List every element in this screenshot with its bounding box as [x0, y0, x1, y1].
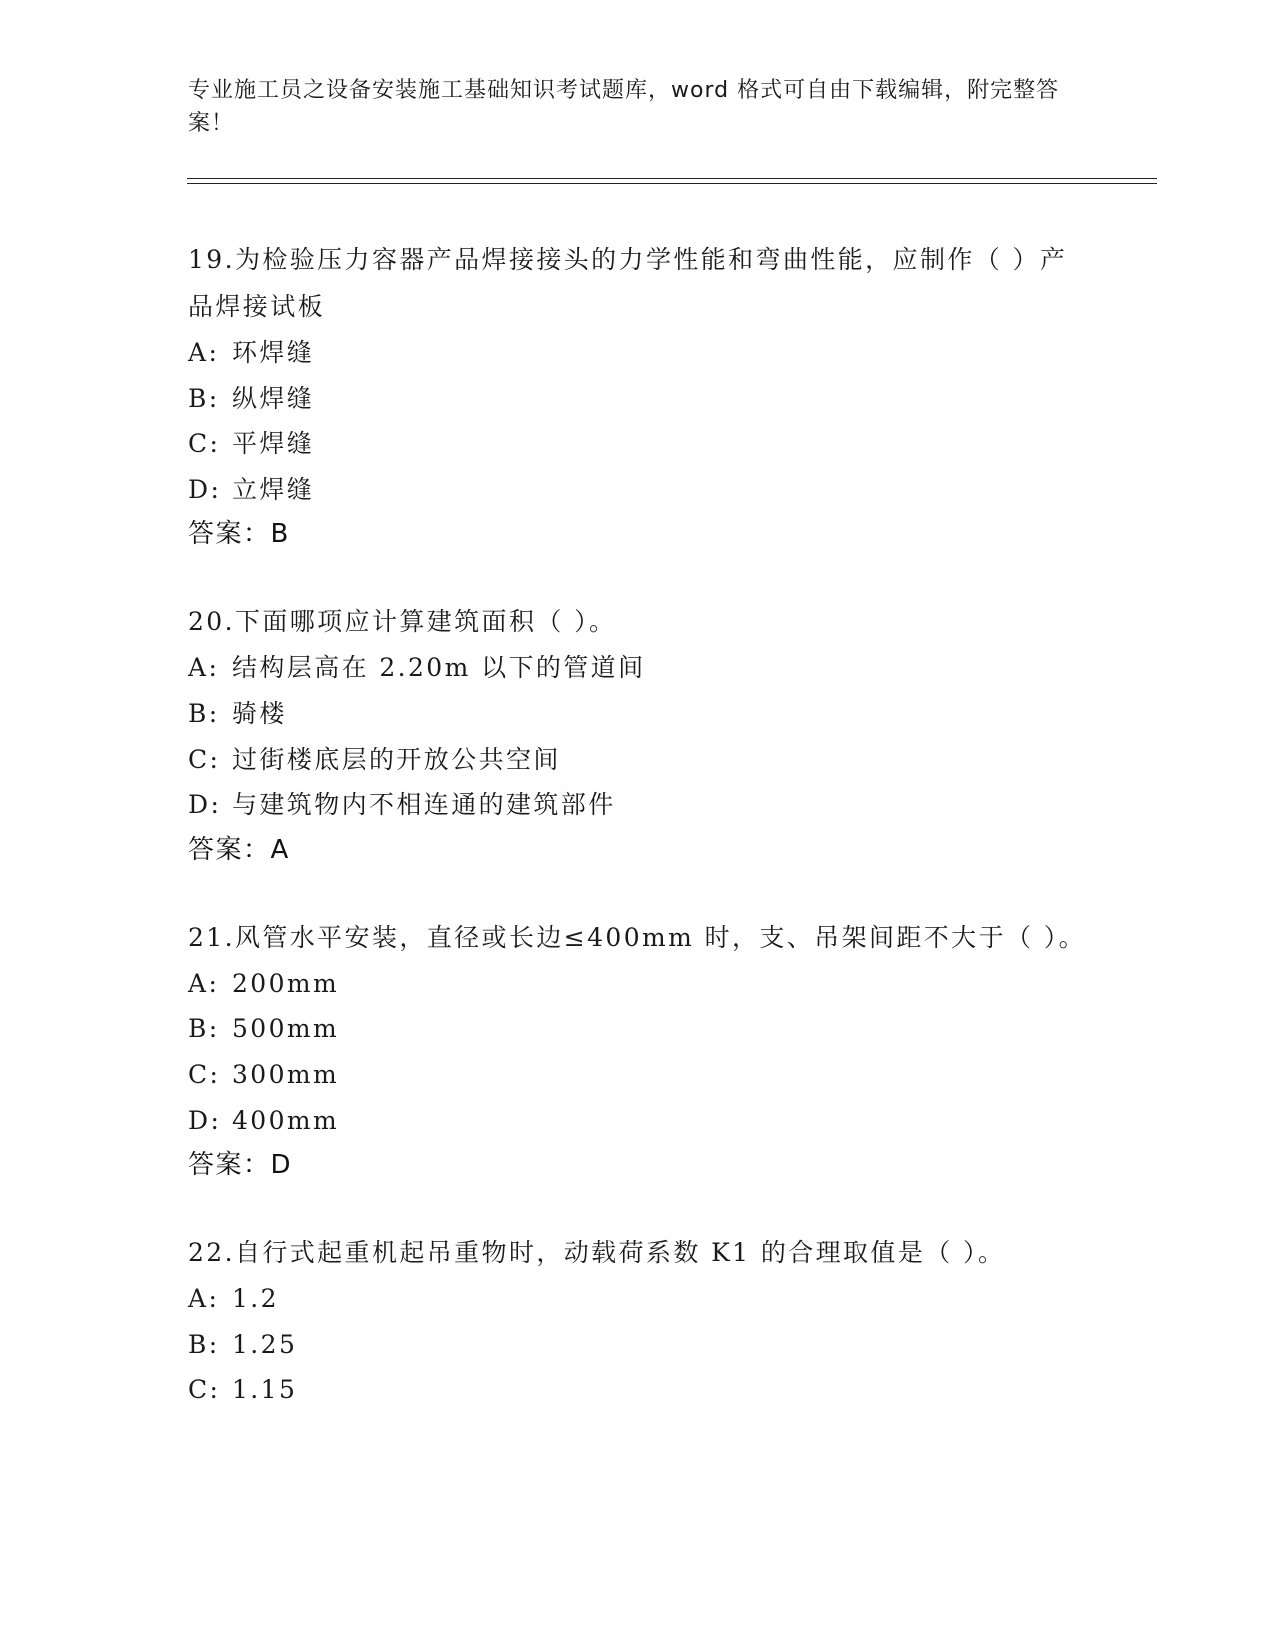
option-letter: C:	[188, 429, 221, 459]
option-letter: D:	[188, 790, 222, 820]
option-letter: C:	[188, 1375, 221, 1405]
answer-line: 答案：D	[188, 1150, 293, 1181]
option-letter: C:	[188, 744, 221, 774]
option-letter: D:	[188, 1105, 222, 1135]
option-row	[188, 961, 1088, 1007]
option-text: 平焊缝	[232, 429, 315, 459]
option-row	[188, 737, 1088, 783]
option-row	[188, 645, 1088, 691]
option-row	[188, 376, 1088, 422]
option-row	[188, 1098, 1088, 1144]
question-block	[188, 914, 1088, 1188]
option-row	[188, 1052, 1088, 1098]
option-letter: D:	[188, 474, 222, 504]
option-letter: B:	[188, 698, 220, 728]
question-text: 21.风管水平安装，直径或长边≤400mm 时，支、吊架间距不大于（ ）。	[188, 922, 1087, 952]
option-letter: A:	[188, 968, 220, 998]
answer-line: 答案：A	[188, 834, 290, 865]
question-text: 22.自行式起重机起吊重物时，动载荷系数 K1 的合理取值是（ ）。	[188, 1238, 1006, 1268]
option-text: 与建筑物内不相连通的建筑部件	[232, 790, 616, 820]
option-row	[188, 330, 1088, 376]
option-letter: B:	[188, 1329, 220, 1359]
question-block	[188, 236, 1088, 557]
option-row	[188, 467, 1088, 513]
header-divider-bottom	[187, 183, 1157, 184]
option-letter: A:	[188, 338, 220, 367]
question-text: 20.下面哪项应计算建筑面积（ ）。	[188, 607, 617, 637]
option-text: 环焊缝	[232, 338, 315, 367]
header-divider-top	[187, 178, 1157, 179]
option-text: 1.15	[232, 1375, 298, 1405]
option-text: 结构层高在 2.20m 以下的管道间	[232, 653, 646, 683]
option-letter: B:	[188, 383, 220, 413]
option-text: 过街楼底层的开放公共空间	[232, 744, 561, 774]
option-text: 1.2	[232, 1284, 279, 1314]
question-list	[188, 236, 1088, 1454]
question-block	[188, 1229, 1088, 1413]
option-text: 1.25	[232, 1329, 298, 1359]
option-text: 300mm	[232, 1059, 340, 1089]
option-row	[188, 691, 1088, 737]
option-letter: A:	[188, 1284, 220, 1314]
option-row	[188, 782, 1088, 828]
option-row	[188, 421, 1088, 467]
question-text: 19.为检验压力容器产品焊接接头的力学性能和弯曲性能，应制作（ ）产品焊接试板	[188, 245, 1068, 321]
option-text: 500mm	[232, 1014, 340, 1044]
option-text: 立焊缝	[232, 474, 315, 504]
option-row	[188, 1367, 1088, 1413]
option-letter: B:	[188, 1014, 220, 1044]
option-letter: A:	[188, 653, 220, 683]
option-text: 纵焊缝	[232, 383, 315, 413]
answer-line: 答案：B	[188, 519, 290, 550]
option-row	[188, 1276, 1088, 1322]
option-row	[188, 1006, 1088, 1052]
option-text: 400mm	[232, 1105, 340, 1135]
option-text: 骑楼	[232, 698, 287, 728]
option-row	[188, 1322, 1088, 1368]
document-header: 专业施工员之设备安装施工基础知识考试题库，word 格式可自由下载编辑，附完整答案！	[188, 78, 1060, 136]
option-text: 200mm	[232, 968, 340, 998]
question-block	[188, 598, 1088, 872]
option-letter: C:	[188, 1059, 221, 1089]
